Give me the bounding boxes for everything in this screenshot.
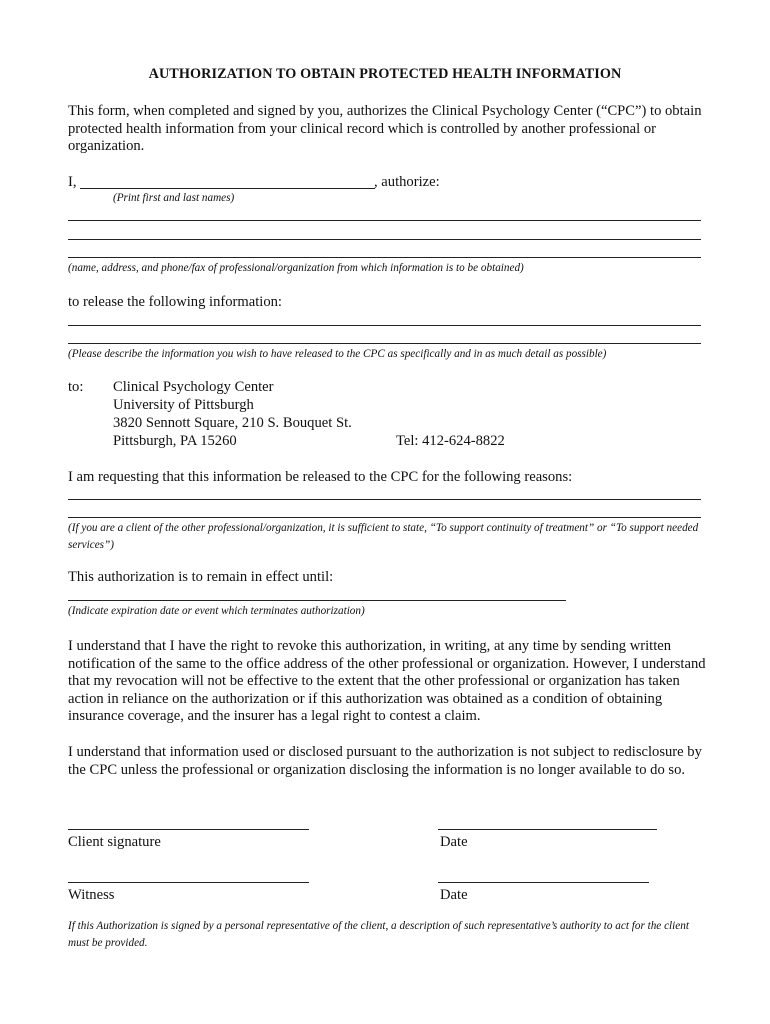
revoke-paragraph: I understand that I have the right to revoke this authorization, in writing, at any time by sending written notification of the same to the office address of the other professional or organization. However, I understand that my revocation will not be effective to the extent that the other professional or organization has taken action in reliance on the authorization or if this authorization was obtained as a condition of obtaining insurance coverage, and the insurer has a legal right to contest a claim.: [68, 638, 706, 725]
date2-label: Date: [440, 887, 468, 903]
source-line-1[interactable]: [68, 220, 701, 221]
page-title: AUTHORIZATION TO OBTAIN PROTECTED HEALTH INFORMATION: [148, 66, 622, 82]
printed-name-field[interactable]: [80, 188, 375, 189]
source-hint: (name, address, and phone/fax of professional/organization from which information is to be obtained): [68, 262, 524, 274]
witness-line[interactable]: [68, 882, 309, 883]
redisclosure-paragraph: I understand that information used or disclosed pursuant to the authorization is not subject to redisclosure by the CPC unless the professional or organization disclosing the information is no longer available to do so.: [68, 744, 702, 778]
date2-line[interactable]: [438, 882, 649, 883]
effect-line[interactable]: [68, 600, 566, 601]
name-suffix: , authorize:: [374, 174, 440, 190]
printed-name-hint: (Print first and last names): [113, 192, 235, 204]
client-signature-line[interactable]: [68, 829, 309, 830]
source-line-2[interactable]: [68, 239, 701, 240]
reasons-hint: (If you are a client of the other professional/organization, it is sufficient to state, “To support continuity of treatment” or “To support needed services”): [68, 522, 699, 551]
date1-line[interactable]: [438, 829, 657, 830]
effect-label: This authorization is to remain in effect until:: [68, 569, 334, 585]
reasons-line-1[interactable]: [68, 499, 701, 500]
recipient-phone: Tel: 412-624-8822: [396, 433, 505, 449]
footer-note: If this Authorization is signed by a personal representative of the client, a description of such representative’s authority to act for the client must be provided.: [68, 920, 689, 949]
client-signature-label: Client signature: [68, 834, 161, 850]
name-prefix: I,: [68, 174, 77, 190]
source-line-3[interactable]: [68, 257, 701, 258]
witness-label: Witness: [68, 887, 115, 903]
recipient-city: Pittsburgh, PA 15260: [113, 433, 237, 449]
reasons-label: I am requesting that this information be released to the CPC for the following reasons:: [68, 469, 573, 485]
release-line-2[interactable]: [68, 343, 701, 344]
recipient-street: 3820 Sennott Square, 210 S. Bouquet St.: [113, 415, 352, 431]
reasons-line-2[interactable]: [68, 517, 701, 518]
date1-label: Date: [440, 834, 468, 850]
to-label: to:: [68, 379, 84, 395]
recipient-name: Clinical Psychology Center: [113, 379, 274, 395]
release-label: to release the following information:: [68, 294, 282, 310]
release-hint: (Please describe the information you wish to have released to the CPC as specifically and in as much detail as possible): [68, 348, 607, 360]
effect-hint: (Indicate expiration date or event which terminates authorization): [68, 605, 365, 617]
release-line-1[interactable]: [68, 325, 701, 326]
intro-paragraph: This form, when completed and signed by you, authorizes the Clinical Psychology Center (“CPC”) to obtain protected health information from your clinical record which is controlled by another professional or organization.: [68, 103, 702, 155]
recipient-university: University of Pittsburgh: [113, 397, 254, 413]
